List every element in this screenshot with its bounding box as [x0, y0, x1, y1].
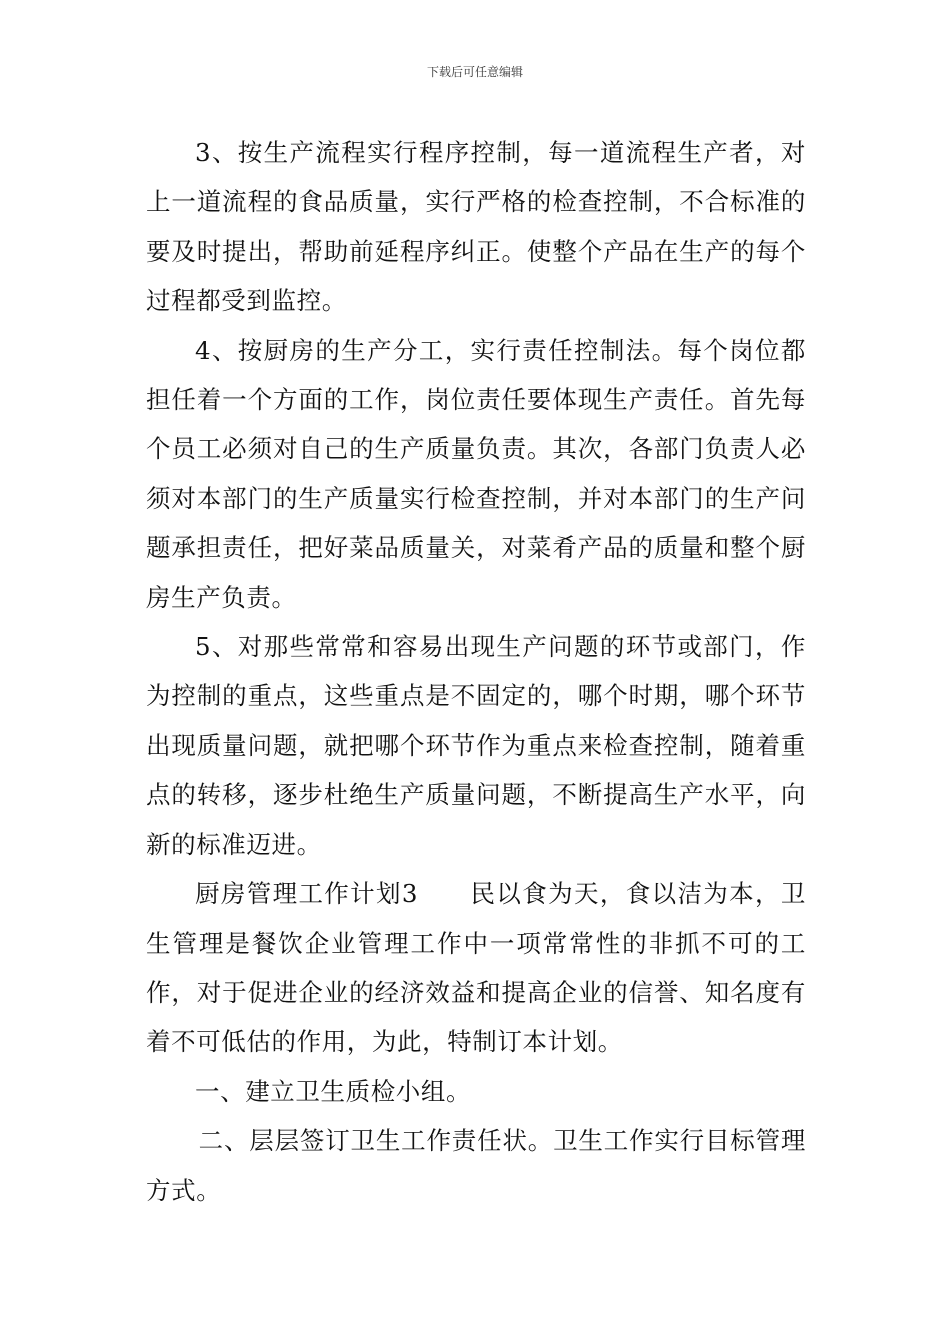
- paragraph-plan-3-intro: 厨房管理工作计划3 民以食为天，食以洁为本，卫生管理是餐饮企业管理工作中一项常常性的非抓不可的工作，对于促进企业的经济效益和提高企业的信誉、知名度有着不可低估的作用，为此，特制订本计划。: [146, 879, 806, 1057]
- paragraph-key-point-control: 5、对那些常常和容易出现生产问题的环节或部门，作为控制的重点，这些重点是不固定的，哪个时期，哪个环节出现质量问题，就把哪个环节作为重点来检查控制，随着重点的转移，逐步杜绝生产质量问题，不断提高生产水平，向新的标准迈进。: [146, 632, 806, 859]
- paragraph-item-two: 二、层层签订卫生工作责任状。卫生工作实行目标管理方式。: [146, 1126, 806, 1205]
- page-header-note: 下载后可任意编辑: [426, 65, 523, 79]
- document-body: [146, 128, 806, 1215]
- paragraph-process-control: 3、按生产流程实行程序控制，每一道流程生产者，对上一道流程的食品质量，实行严格的检查控制，不合标准的要及时提出，帮助前延程序纠正。使整个产品在生产的每个过程都受到监控。: [146, 138, 806, 316]
- paragraph-item-one: 一、建立卫生质检小组。: [195, 1076, 472, 1106]
- paragraph-responsibility-control: 4、按厨房的生产分工，实行责任控制法。每个岗位都担任着一个方面的工作，岗位责任要体现生产责任。首先每个员工必须对自己的生产质量负责。其次，各部门负责人必须对本部门的生产质量实行检查控制，并对本部门的生产问题承担责任，把好菜品质量关，对菜肴产品的质量和整个厨房生产负责。: [146, 335, 806, 612]
